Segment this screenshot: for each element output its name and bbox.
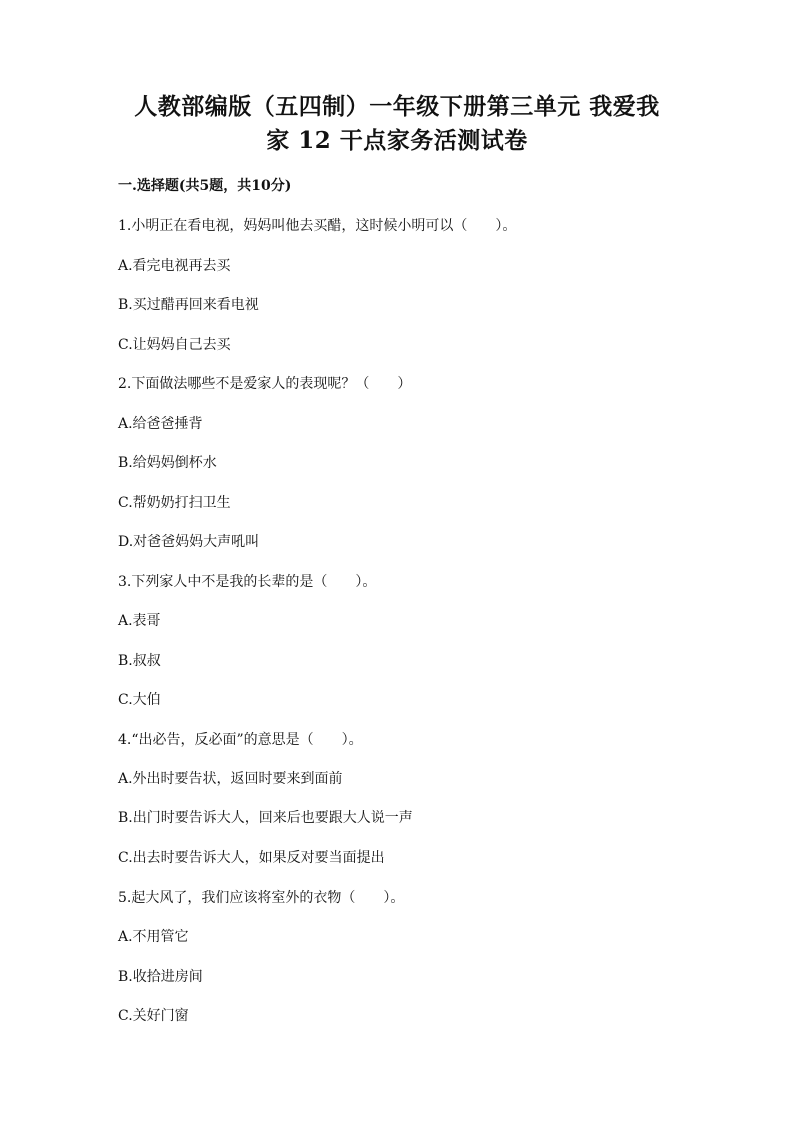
question-1-stem: 1.小明正在看电视，妈妈叫他去买醋，这时候小明可以（ ）。 (118, 218, 517, 234)
question-1-option-a: A.看完电视再去买 (118, 258, 231, 274)
title-line-1: 人教部编版（五四制）一年级下册第三单元 我爱我 (134, 93, 660, 120)
question-1-option-b: B.买过醋再回来看电视 (118, 297, 259, 313)
question-5-stem: 5.起大风了，我们应该将室外的衣物（ ）。 (118, 890, 405, 906)
title-line-2: 家 12 干点家务活测试卷 (266, 127, 528, 154)
document-title (110, 90, 684, 158)
question-3-stem: 3.下列家人中不是我的长辈的是（ ）。 (118, 574, 377, 590)
question-4-option-c: C.出去时要告诉大人，如果反对要当面提出 (118, 850, 385, 866)
question-2-stem: 2.下面做法哪些不是爱家人的表现呢？（ ） (118, 376, 412, 392)
question-3-option-a: A.表哥 (118, 613, 161, 629)
section-heading: 一.选择题(共5题，共10分) (118, 178, 292, 194)
question-5-option-a: A.不用管它 (118, 929, 189, 945)
question-2-option-b: B.给妈妈倒杯水 (118, 455, 217, 471)
question-5-option-b: B.收拾进房间 (118, 969, 203, 985)
question-3-option-b: B.叔叔 (118, 653, 161, 669)
question-2-option-a: A.给爸爸捶背 (118, 416, 203, 432)
question-3-option-c: C.大伯 (118, 692, 161, 708)
question-4-stem: 4.“出必告，反必面”的意思是（ ）。 (118, 732, 363, 748)
question-4-option-b: B.出门时要告诉大人，回来后也要跟大人说一声 (118, 810, 413, 826)
question-4-option-a: A.外出时要告状，返回时要来到面前 (118, 771, 343, 787)
question-1-option-c: C.让妈妈自己去买 (118, 337, 231, 353)
question-5-option-c: C.关好门窗 (118, 1008, 189, 1024)
question-2-option-c: C.帮奶奶打扫卫生 (118, 495, 231, 511)
question-2-option-d: D.对爸爸妈妈大声吼叫 (118, 534, 260, 550)
